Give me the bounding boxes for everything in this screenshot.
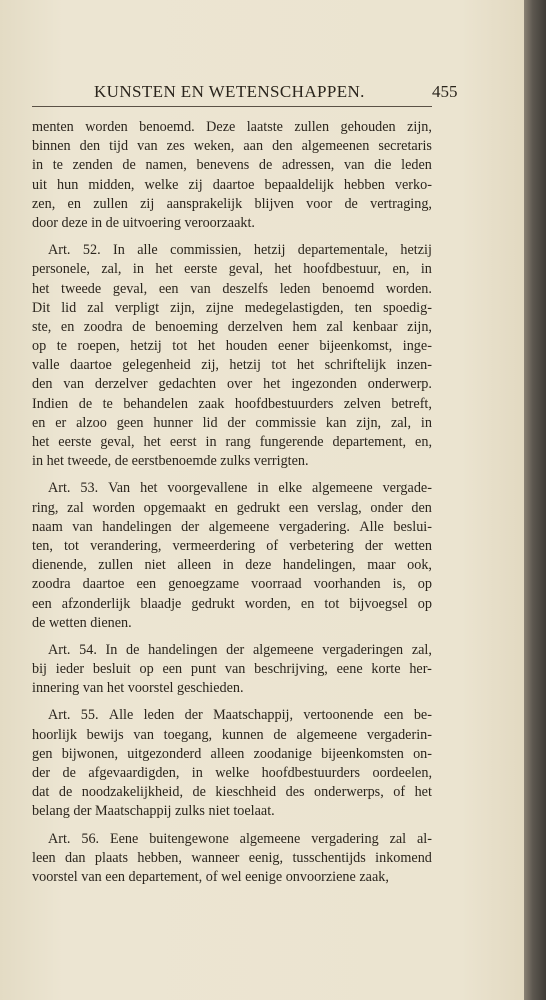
book-gutter: [524, 0, 546, 1000]
paragraph: [32, 241, 432, 471]
text-line: op te roepen, hetzij tot het houden eener bijeenkomst, inge-: [32, 338, 432, 355]
text-line: door deze in de uitvoering veroorzaakt.: [32, 214, 255, 231]
text-line: de wetten dienen.: [32, 614, 132, 631]
paragraph-gap: [32, 698, 432, 706]
text-line: het eerste geval, het eerst in rang fungerende departement, en,: [32, 434, 432, 450]
text-line: in het tweede, de eerstbenoemde zulks verrigten.: [32, 453, 309, 470]
text-line: menten worden benoemd. Deze laatste zullen gehouden zijn,: [32, 119, 432, 135]
text-line: zen, en zullen zij aansprakelijk blijven voor de vertraging,: [32, 195, 432, 212]
text-line: uit hun midden, welke zij daartoe bepaaldelijk hebben verko-: [32, 176, 432, 193]
paragraph: [32, 830, 432, 888]
text-line: leen dan plaats hebben, wanneer eenig, tusschentijds inkomend: [32, 849, 432, 866]
text-line: Art. 53. Van het voorgevallene in elke algemeene vergade-: [48, 480, 432, 497]
text-line: Art. 54. In de handelingen der algemeene vergaderingen zal,: [48, 641, 432, 658]
paragraph: [32, 118, 432, 233]
page-header: [32, 80, 458, 108]
text-line: den van derzelver gedachten over het ingezonden onderwerp.: [32, 376, 432, 393]
paragraph-gap: [32, 233, 432, 241]
paragraph: [32, 706, 432, 821]
text-line: valle daartoe gelegenheid zij, hetzij tot het schriftelijk inzen-: [32, 357, 432, 374]
text-line: innering van het voorstel geschieden.: [32, 680, 244, 697]
text-line: Art. 52. In alle commissien, hetzij departementale, hetzij: [48, 242, 432, 259]
text-line: Indien de te behandelen zaak hoofdbestuurders zelven betreft,: [32, 395, 432, 412]
paragraph-gap: [32, 633, 432, 641]
text-line: gen bijwonen, uitgezonderd alleen zoodanige bijeenkomsten on-: [32, 745, 432, 762]
text-line: dat de noodzakelijkheid, de kieschheid des onderwerps, of het: [32, 784, 432, 801]
paragraph-gap: [32, 471, 432, 479]
text-line: bij ieder besluit op een punt van beschrijving, eene korte her-: [32, 661, 432, 678]
paragraph: [32, 641, 432, 699]
text-line: der de afgevaardigden, in welke hoofdbestuurders oordeelen,: [32, 765, 432, 781]
text-line: voorstel van een departement, of wel eenige onvoorziene zaak,: [32, 868, 389, 885]
running-title: KUNSTEN EN WETENSCHAPPEN.: [94, 82, 365, 101]
text-line: Dit lid zal verpligt zijn, zijne medegelastigden, ten spoedig-: [32, 299, 432, 316]
text-line: ste, en zoodra de benoeming derzelven hem zal kenbaar zijn,: [32, 318, 432, 335]
text-line: ring, zal worden opgemaakt en gedrukt een verslag, onder den: [32, 499, 432, 516]
text-line: belang der Maatschappij zulks niet toelaat.: [32, 803, 275, 820]
text-line: en er alzoo geen hunner lid der commissie kan zijn, zal, in: [32, 414, 432, 431]
text-line: naam van handelingen der algemeene vergadering. Alle beslui-: [32, 518, 432, 535]
text-line: het tweede geval, een van deszelfs leden benoemd worden.: [32, 280, 432, 297]
header-rule: [32, 106, 432, 107]
text-line: Art. 56. Eene buitengewone algemeene vergadering zal al-: [48, 830, 432, 847]
text-line: in te zenden de namen, benevens de adressen, van die leden: [32, 157, 432, 174]
text-line: ten, tot verandering, vermeerdering of verbetering der wetten: [32, 537, 432, 554]
text-line: Art. 55. Alle leden der Maatschappij, vertoonende een be-: [48, 707, 432, 724]
text-line: zoodra daartoe een genoegzame voorraad voorhanden is, op: [32, 576, 432, 593]
text-line: dienende, zullen niet alleen in deze handelingen, maar ook,: [32, 557, 432, 574]
paragraph: [32, 479, 432, 633]
text-line: personele, zal, in het eerste geval, het hoofdbestuur, en, in: [32, 261, 432, 278]
text-line: hoorlijk bewijs van toegang, kunnen de algemeene vergaderin-: [32, 726, 432, 743]
text-line: binnen den tijd van zes weken, aan den algemeenen secretaris: [32, 138, 432, 155]
page-number: 455: [432, 82, 458, 101]
body-text: [32, 118, 432, 887]
text-line: een afzonderlijk blaadje gedrukt worden, en tot bijvoegsel op: [32, 595, 432, 612]
paragraph-gap: [32, 822, 432, 830]
